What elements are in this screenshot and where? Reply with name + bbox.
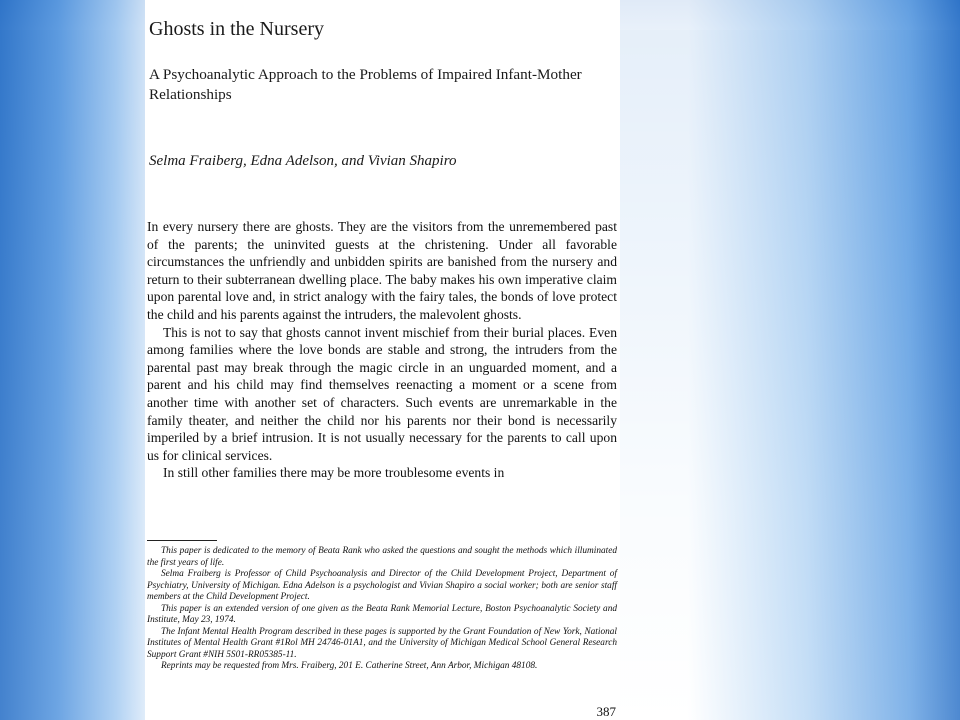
article-title: Ghosts in the Nursery (149, 18, 324, 40)
article-subtitle: A Psychoanalytic Approach to the Problems of Impaired Infant-Mother Relationships (149, 66, 582, 103)
footnote: The Infant Mental Health Program described in these pages is supported by the Grant Foundation of New York, National Institutes of Mental Health Grant #1Rol MH 24746-01A1, and the University of Michigan Medical School General Research Support Grant #NIH 5S01-RR05385-11. (147, 626, 617, 660)
body-paragraph: This is not to say that ghosts cannot invent mischief from their burial places. Even among families where the love bonds are stable and strong, the intruders from the parental past may break through the magic circle in an unguarded moment, and a parent and his child may find themselves reenacting a moment or a scene from another time with another set of characters. Such events are unremarkable in the family theater, and neither the child nor his parents nor their bond is necessarily imperiled by a brief intrusion. It is not usually necessary for the parents to call upon us for clinical services. (147, 324, 617, 463)
footnote: Selma Fraiberg is Professor of Child Psychoanalysis and Director of the Child Development Project, Department of Psychiatry, University of Michigan. Edna Adelson is a psychologist and Vivian Shapiro a social worker; both are senior staff members at the Child Development Project. (147, 569, 617, 602)
body-paragraph: In still other families there may be more troublesome events in (163, 465, 505, 481)
background-frame-right (620, 0, 960, 720)
background-frame-left (0, 0, 145, 720)
footnote-divider (147, 540, 217, 541)
footnotes (147, 546, 617, 673)
footnote: Reprints may be requested from Mrs. Fraiberg, 201 E. Catherine Street, Ann Arbor, Michigan 48108. (161, 661, 538, 671)
page-number: 387 (596, 704, 616, 719)
footnote: This paper is an extended version of one given as the Beata Rank Memorial Lecture, Boston Psychoanalytic Society and Institute, May 23, 1974. (147, 603, 617, 625)
scanned-page (145, 0, 620, 720)
footnote: This paper is dedicated to the memory of Beata Rank who asked the questions and sought the methods which illuminated the first years of life. (147, 546, 617, 568)
body-text (147, 218, 617, 482)
article-authors: Selma Fraiberg, Edna Adelson, and Vivian Shapiro (149, 153, 457, 169)
body-paragraph: In every nursery there are ghosts. They are the visitors from the unremembered past of the parents; the uninvited guests at the christening. Under all favorable circumstances the unfriendly and unbidden spirits are banished from the nursery and return to their subterranean dwelling place. The baby makes his own imperative claim upon parental love and, in strict analogy with the fairy tales, the bonds of love protect the child and his parents against the intruders, the malevolent ghosts. (147, 219, 617, 322)
